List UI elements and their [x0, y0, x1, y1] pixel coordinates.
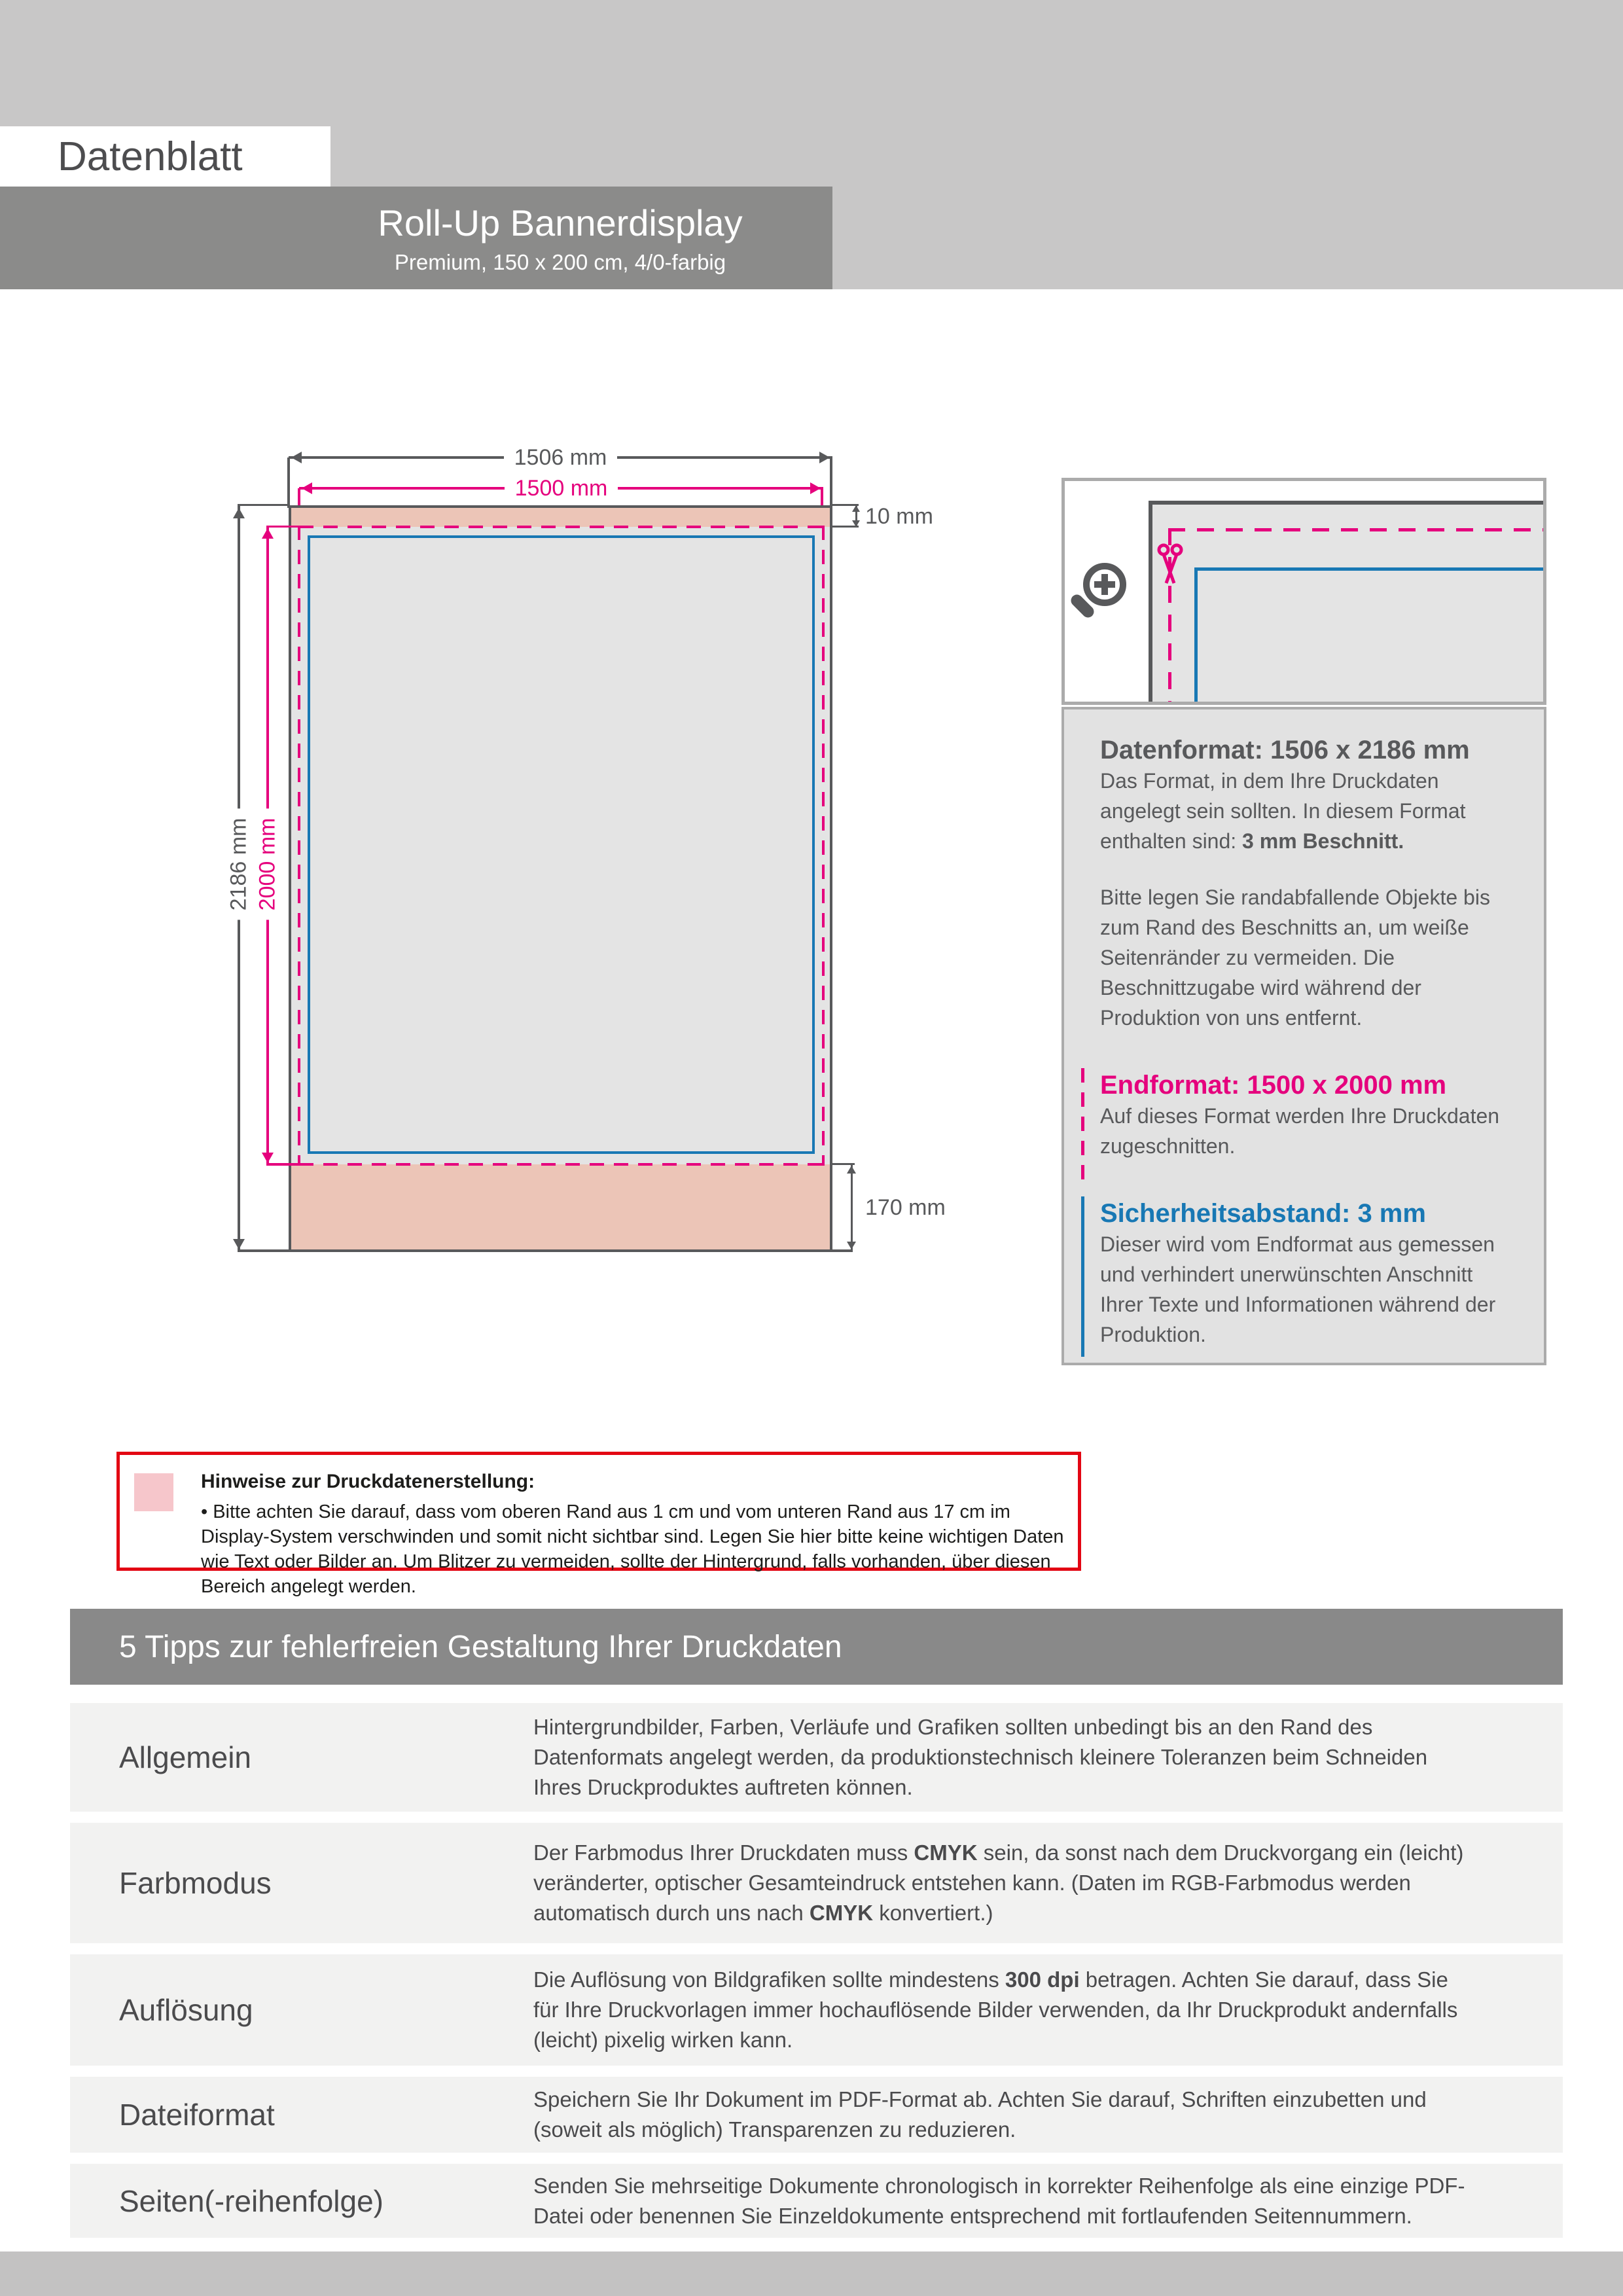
- sicherheitsabstand-heading: Sicherheitsabstand: 3 mm: [1100, 1199, 1426, 1228]
- top-hidden-label: 10 mm: [865, 504, 933, 529]
- datenformat-heading: Datenformat: 1506 x 2186 mm: [1100, 736, 1470, 764]
- endformat-outline-right: [822, 526, 825, 1166]
- tip-row: [70, 2077, 1563, 2153]
- product-subtitle: Premium, 150 x 200 cm, 4/0-farbig: [394, 249, 726, 274]
- arrow-down-icon: [852, 520, 860, 527]
- tip-row: [70, 1703, 1563, 1812]
- arrow-up-icon: [847, 1166, 856, 1174]
- bottom-extension-line: [238, 1249, 853, 1252]
- tip-row-text: Der Farbmodus Ihrer Druckdaten muss CMYK sein, da sonst nach dem Druckvorgang ein (leicht) veränderter, optischer Gesamteindruck entstehen kann. (Daten im RGB-Farbmodus werden automatisch durch uns nach CMYK konvertiert.): [533, 1840, 1464, 1925]
- endformat-outline-left: [298, 526, 300, 1166]
- endformat-heading: Endformat: 1500 x 2000 mm: [1100, 1071, 1447, 1100]
- endformat-height-dim-label: 2000 mm: [238, 805, 297, 923]
- tip-row: [70, 2164, 1563, 2238]
- magnifier-plus-icon: [1101, 574, 1108, 595]
- tip-row-text: Die Auflösung von Bildgrafiken sollte mindestens 300 dpi betragen. Achten Sie darauf, dass Sie für Ihre Druckvorlagen immer hochauflösende Bilder verwenden, da Ihr Druckprodukt andernfalls (leicht) pixelig wirken kann.: [533, 1967, 1458, 2052]
- extension-line: [287, 457, 290, 508]
- tip-row: [70, 1954, 1563, 2066]
- info-panel-content: [1100, 734, 1501, 1350]
- extension-line: [830, 457, 832, 508]
- arrow-up-icon: [233, 508, 245, 518]
- tip-row-text: Speichern Sie Ihr Dokument im PDF-Format ab. Achten Sie darauf, Schriften einzubetten und (soweit als möglich) Transparenzen zu reduzieren.: [533, 2087, 1427, 2142]
- safety-accent-line: [1081, 1196, 1084, 1357]
- endformat-outline-bottom: [299, 1163, 823, 1166]
- hidden-strip-top: [291, 508, 830, 527]
- sicherheitsabstand-text: Dieser wird vom Endformat aus gemessen und verhindert unerwünschten Anschnitt Ihrer Texte und Informationen während der Produktion.: [1100, 1232, 1496, 1346]
- tip-row-label: Dateiformat: [119, 2098, 275, 2132]
- bottom-hidden-bracket: [851, 1164, 853, 1251]
- tips-header-bar: [70, 1609, 1563, 1685]
- tip-row-label: Auflösung: [119, 1993, 253, 2027]
- corner-endformat-dash: [1168, 528, 1543, 531]
- page-footer-bar: [0, 2251, 1623, 2296]
- arrow-down-icon: [847, 1242, 856, 1249]
- hidden-strip-bottom: [291, 1164, 830, 1249]
- product-header-text: [288, 187, 832, 289]
- page-type-label: Datenblatt: [58, 134, 243, 179]
- arrow-down-icon: [262, 1153, 274, 1163]
- pink-area-swatch: [134, 1473, 173, 1511]
- endformat-width-dim-label: 1500 mm: [299, 475, 823, 502]
- corner-safety-line: [1194, 567, 1198, 702]
- scissors-icon: [1154, 543, 1186, 592]
- product-title: Roll-Up Bannerdisplay: [378, 202, 743, 243]
- tips-rows: [70, 1703, 1563, 2249]
- corner-detail-border: [1149, 501, 1152, 702]
- product-header-bar: [0, 187, 832, 289]
- arrow-up-icon: [262, 528, 274, 539]
- datenformat-text-1: Das Format, in dem Ihre Druckdaten angelegt sein sollten. In diesem Format enthalten sind: 3 mm Beschnitt.: [1100, 769, 1466, 853]
- tip-row-text: Senden Sie mehrseitige Dokumente chronologisch in korrekter Reihenfolge als eine einzige PDF-Datei oder benennen Sie Einzeldokumente entsprechend mit fortlaufenden Seitennummern.: [533, 2173, 1465, 2228]
- zoom-detail-box: [1061, 478, 1546, 705]
- datenblatt-label-box: [0, 126, 330, 187]
- tip-row-text: Hintergrundbilder, Farben, Verläufe und Grafiken sollten unbedingt bis an den Rand des Datenformats angelegt werden, da produktionstechnisch kleinere Toleranzen beim Schneiden Ihres Druckproduktes auftreten können.: [533, 1715, 1428, 1799]
- tip-row-label: Seiten(-reihenfolge): [119, 2183, 384, 2218]
- endformat-outline-top: [299, 526, 823, 528]
- extension-line: [238, 504, 289, 506]
- info-panel: [1061, 707, 1546, 1365]
- tip-row: [70, 1823, 1563, 1943]
- endformat-accent-line: [1081, 1068, 1084, 1179]
- hinweise-box: [116, 1452, 1081, 1597]
- extension-line: [266, 1163, 299, 1166]
- arrow-down-icon: [233, 1239, 245, 1249]
- corner-safety-line: [1194, 567, 1543, 571]
- extension-line: [266, 526, 299, 528]
- safety-outline: [308, 535, 815, 1154]
- tips-heading: 5 Tipps zur fehlerfreien Gestaltung Ihrer Druckdaten: [119, 1629, 842, 1664]
- bottom-hidden-label: 170 mm: [865, 1195, 946, 1220]
- tip-row-label: Allgemein: [119, 1740, 251, 1774]
- corner-detail-border: [1149, 501, 1543, 505]
- datenformat-width-dim-label: 1506 mm: [289, 444, 832, 471]
- hinweise-title: Hinweise zur Druckdatenerstellung:: [201, 1471, 535, 1492]
- arrow-up-icon: [852, 505, 860, 512]
- tip-row-label: Farbmodus: [119, 1866, 272, 1900]
- endformat-text: Auf dieses Format werden Ihre Druckdaten zugeschnitten.: [1100, 1104, 1500, 1158]
- datenformat-height-dim-label: 2186 mm: [209, 805, 268, 923]
- datenformat-text-2: Bitte legen Sie randabfallende Objekte bis zum Rand des Beschnitts an, um weiße Seitenränder zu vermeiden. Die Beschnittzugabe wird während der Produktion von uns entfernt.: [1100, 886, 1490, 1030]
- hinweise-body: • Bitte achten Sie darauf, dass vom oberen Rand aus 1 cm und vom unteren Rand aus 17 cm im Display-System verschwinden und somit nicht sichtbar sind. Legen Sie hier bitte keine wichtigen Daten wie Text oder Bilder an. Um Blitzer zu vermeiden, sollte der Hintergrund, falls vorhanden, über diesen Bereich angelegt werden.: [201, 1501, 1064, 1597]
